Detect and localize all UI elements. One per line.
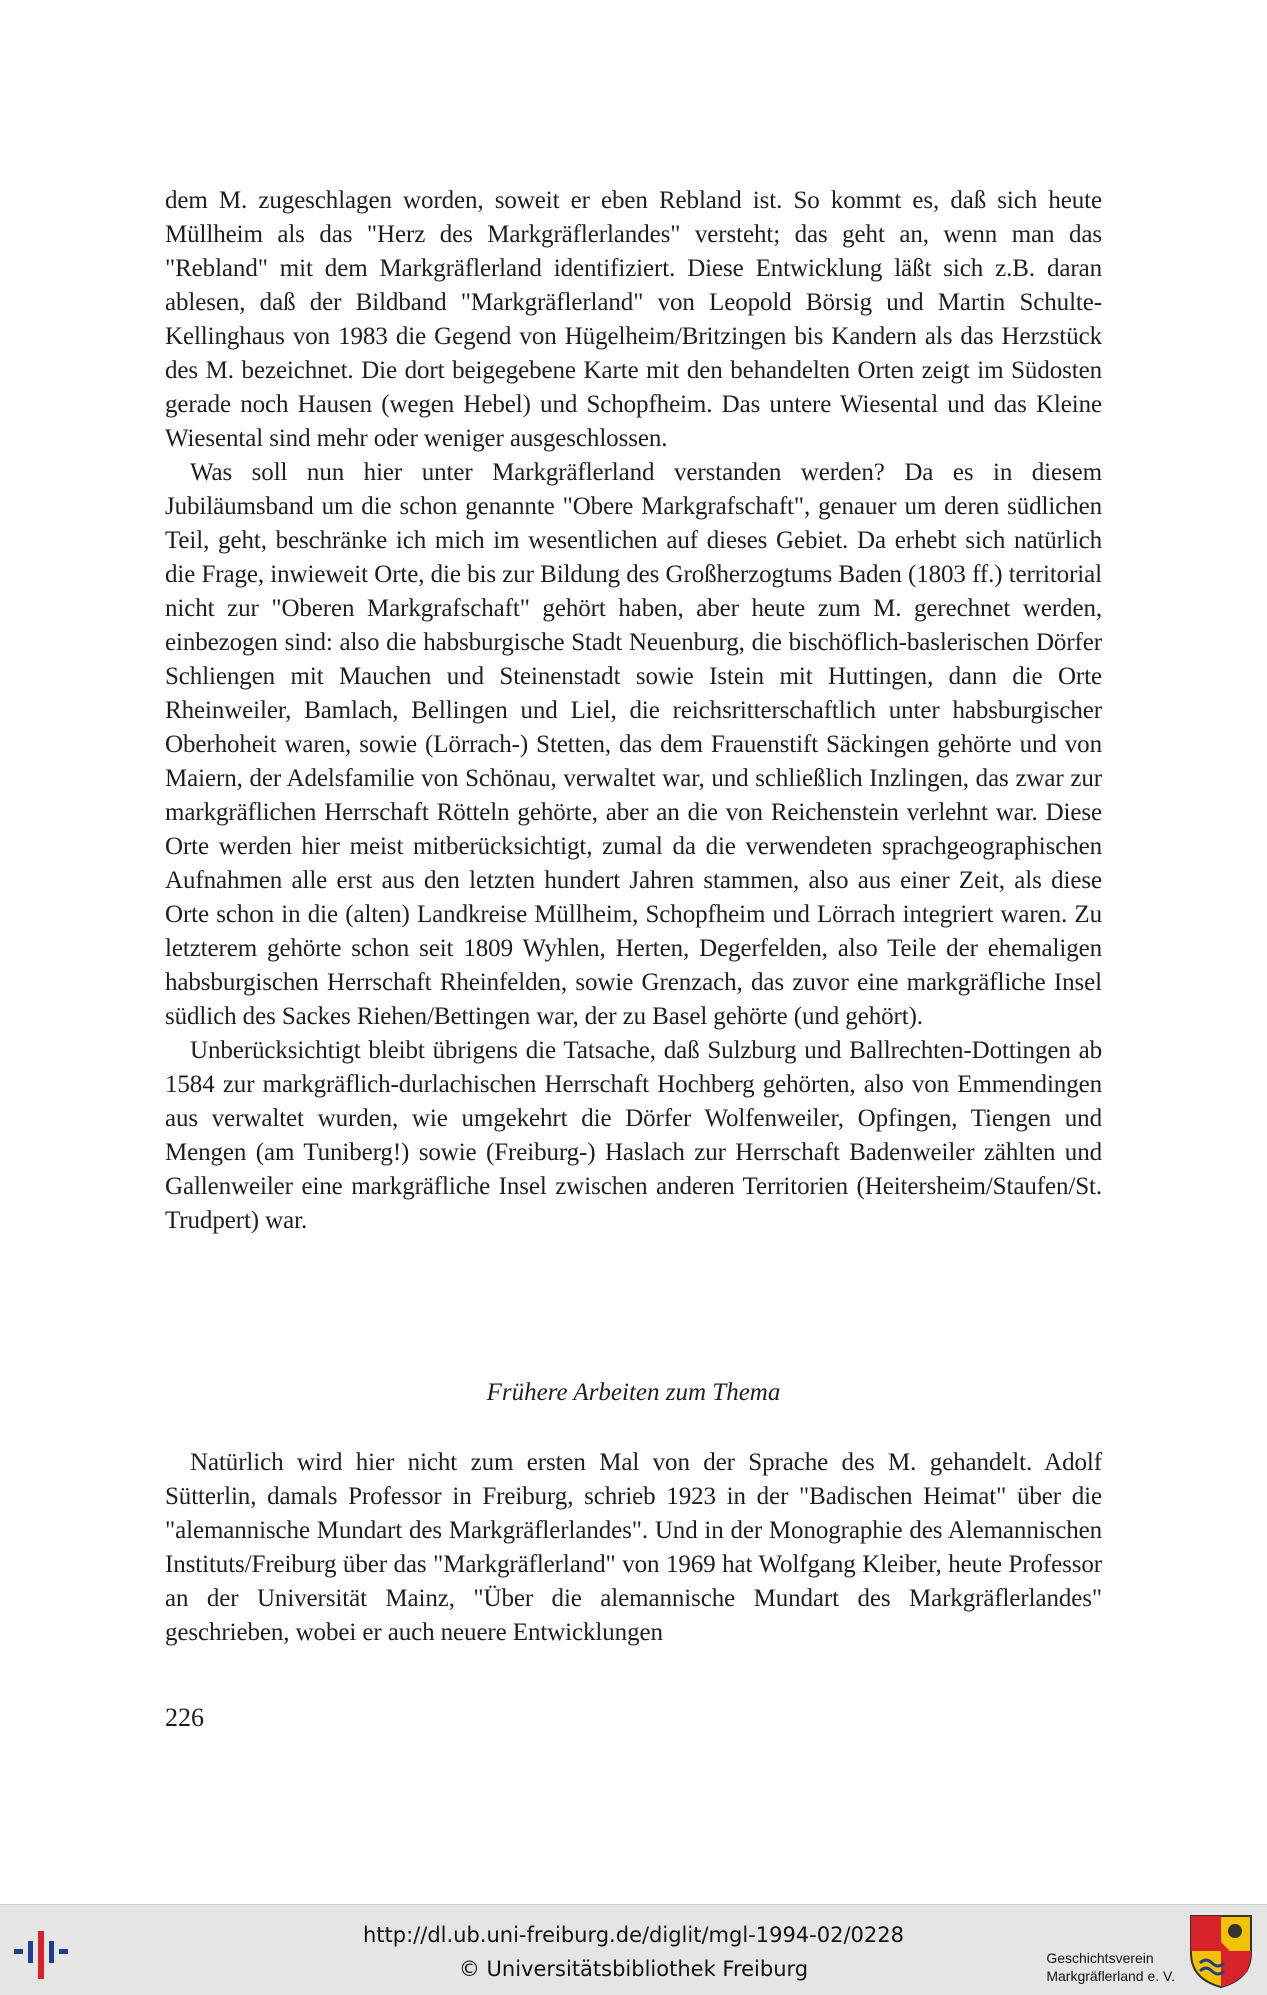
body-text-bottom [165, 1446, 1102, 1650]
society-name-line-2: Markgräflerland e. V. [1046, 1968, 1175, 1984]
paragraph-2: Was soll nun hier unter Markgräflerland verstanden werden? Da es in diesem Jubiläumsband um die schon genannte "Obere Markgrafschaft", genauer um deren südlichen Teil, geht, beschränke ich mich im wesentlichen auf dieses Gebiet. Da erhebt sich natürlich die Frage, inwieweit Orte, die bis zur Bildung des Großherzogtums Baden (1803 ff.) territorial nicht zur "Oberen Markgrafschaft" gehört haben, aber heute zum M. gerechnet werden, einbezogen sind: also die habsburgische Stadt Neuenburg, die bischöflich-baslerischen Dörfer Schliengen mit Mauchen und Steinenstadt sowie Istein mit Huttingen, dann die Orte Rheinweiler, Bamlach, Bellingen und Liel, die reichsritterschaftlich unter habsburgischer Oberhoheit waren, sowie (Lörrach-) Stetten, das dem Frauenstift Säckingen gehörte und von Maiern, der Adelsfamilie von Schönau, verwaltet war, und schließlich Inzlingen, das zwar zur markgräflichen Herrschaft Rötteln gehörte, aber an die von Reichenstein verlehnt war. Diese Orte werden hier meist mitberücksichtigt, zumal da die verwendeten sprachgeographischen Aufnahmen alle erst aus den letzten hundert Jahren stammen, also aus einer Zeit, als diese Orte schon in die (alten) Landkreise Müllheim, Schopfheim und Lörrach integriert waren. Zu letzterem gehörte schon seit 1809 Wyhlen, Herten, Degerfelden, also Teile der ehemaligen habsburgischen Herrschaft Rheinfelden, sowie Grenzach, das zuvor eine markgräfliche Insel südlich des Sackes Riehen/Bettingen war, der zu Basel gehörte (und gehört). [165, 459, 1102, 1030]
paragraph-3: Unberücksichtigt bleibt übrigens die Tatsache, daß Sulzburg und Ballrechten-Dottingen ab 1584 zur markgräflich-durlachischen Herrschaft Hochberg gehörten, also von Emmendingen aus verwaltet wurden, wie umgekehrt die Dörfer Wolfenweiler, Opfingen, Tiengen und Mengen (am Tuniberg!) sowie (Freiburg-) Haslach zur Herrschaft Badenweiler zählten und Gallenweiler eine markgräfliche Insel zwischen anderen Territorien (Heitersheim/Staufen/St. Trudpert) war. [165, 1037, 1102, 1234]
paragraph-1: dem M. zugeschlagen worden, soweit er eben Rebland ist. So kommt es, daß sich heute Müllheim als das "Herz des Markgräflerlandes" versteht; das geht an, wenn man das "Rebland" mit dem Markgräflerland identifiziert. Diese Entwicklung läßt sich z.B. daran ablesen, daß der Bildband "Markgräflerland" von Leopold Börsig und Martin Schulte-Kellinghaus von 1983 die Gegend von Hügelheim/Britzingen bis Kandern als das Herzstück des M. bezeichnet. Die dort beigegebene Karte mit den behandelten Orten zeigt im Südosten gerade noch Hausen (wegen Hebel) und Schopfheim. Das untere Wiesental und das Kleine Wiesental sind mehr oder weniger ausgeschlossen. [165, 187, 1102, 452]
page-number: 226 [165, 1703, 204, 1732]
permalink-url[interactable]: http://dl.ub.uni-freiburg.de/diglit/mgl-1994-02/0228 [362, 1923, 904, 1947]
coat-of-arms-icon [1188, 1913, 1254, 1989]
section-heading: Frühere Arbeiten zum Thema [486, 1379, 781, 1406]
society-name-line-1: Geschichtsverein [1046, 1950, 1154, 1966]
copyright-text: © Universitätsbibliothek Freiburg [458, 1957, 809, 1981]
paragraph-4: Natürlich wird hier nicht zum ersten Mal von der Sprache des M. gehandelt. Adolf Sütterlin, damals Professor in Freiburg, schrieb 1923 in der "Badischen Heimat" über die "alemannische Mundart des Markgräflerlandes". Und in der Monographie des Alemannischen Instituts/Freiburg über das "Markgräflerland" von 1969 hat Wolfgang Kleiber, heute Professor an der Universität Mainz, "Über die alemannische Mundart des Markgräflerlandes" geschrieben, wobei er auch neuere Entwicklungen [165, 1449, 1102, 1646]
viewer-footer [0, 1904, 1267, 1995]
society-name [1046, 1949, 1175, 1985]
body-text-top [165, 184, 1102, 1238]
